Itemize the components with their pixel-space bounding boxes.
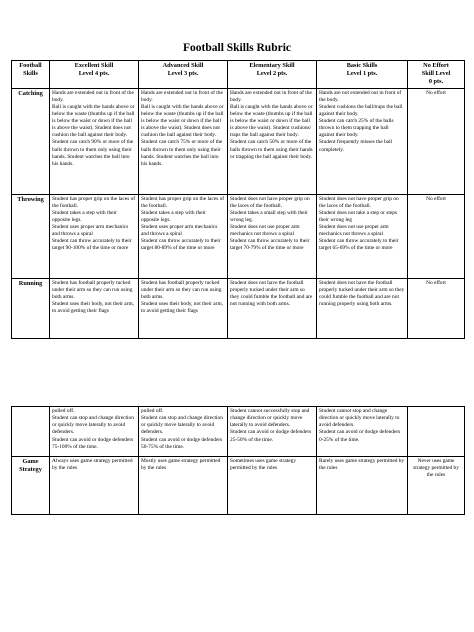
row-running-continued [12, 407, 465, 457]
row-throwing [12, 194, 465, 278]
running-cont-basic: Student cannot stop and change direction or quickly move laterally to avoid defenders. Student can avoid or dodge defenders 0-25% of the time. [317, 407, 408, 457]
running-basic: Student does not have the football properly tucked under their arm so they could fumble the football and are not running properly using both arms. [317, 278, 408, 338]
running-cont-excellent: pulled off. Student can stop and change direction or quickly move laterally to avoid defenders. Student can avoid or dodge defenders 75-100% of the time. [50, 407, 139, 457]
running-cont-skill [12, 407, 50, 457]
game-strategy-excellent: Always uses game strategy permitted by the rules [50, 457, 139, 515]
row-game-strategy [12, 457, 465, 515]
running-cont-advanced: pulled off. Student can stop and change direction or quickly move laterally to avoid defenders. Student can avoid or dodge defenders 50-75% of the time. [139, 407, 228, 457]
skill-throwing: Throwing [12, 194, 50, 278]
throwing-elementary: Student does not have proper grip on the laces of the football. Student takes a small step with their wrong leg. Student does not use proper arm mechanics not throws a spiral Student can throw accurately to their target 70-79% of the time or more [228, 194, 317, 278]
skill-game-strategy: Game Strategy [12, 457, 50, 515]
header-no-effort: No Effort Skill Level 0 pts. [408, 61, 465, 89]
game-strategy-elementary: Sometimes uses game strategy permitted by the rules [228, 457, 317, 515]
throwing-no-effort: No effort [408, 194, 465, 278]
row-catching [12, 88, 465, 194]
catching-advanced: Hands are extended out in front of the body. Ball is caught with the hands above or below the waste (thumbs up if the ball is below the waist or down if the ball is above the waist). Student does not cushion the ball against their body. Student can catch 75% or more of the balls thrown to them only using their hands. Student watches the ball into his hands. [139, 88, 228, 194]
skill-catching: Catching [12, 88, 50, 194]
catching-excellent: Hands are extended out in front of the body. Ball is caught with the hands above or below the waste (thumbs up if the ball is below the waist or down if the ball is above the waist). Student does not cushion the ball against their body. Student can catch 90% or more of the balls thrown to them only using their hands. Student watches the ball into his hands. [50, 88, 139, 194]
header-row [12, 61, 465, 89]
throwing-excellent: Student has proper grip on the laces of the football. Student takes a step with their opposite legs. Student uses proper arm mechanics and throws a spiral Student can throw accurately to their target 90-100% of the time or more [50, 194, 139, 278]
header-excellent: Excellent Skill Level 4 pts. [50, 61, 139, 89]
rubric-table-page2 [11, 406, 465, 515]
catching-basic: Hands are not extended out in front of the body. Student cushions the ball/traps the ball against their body. Student can catch 25% of the balls thrown to them trapping the ball against their body. Student frequently misses the ball completely. [317, 88, 408, 194]
running-advanced: Student has football properly tucked under their arm so they can run using both arms. Student uses their body, not their arm, to avoid getting their flags [139, 278, 228, 338]
running-excellent: Student has football properly tucked under their arm so they can run using both arms. Student uses their body, not their arm, to avoid getting their flags [50, 278, 139, 338]
rubric-table-page1 [11, 60, 465, 339]
header-advanced: Advanced Skill Level 3 pts. [139, 61, 228, 89]
header-elementary: Elementary Skill Level 2 pts. [228, 61, 317, 89]
running-cont-elementary: Student cannot successfully stop and change direction or quickly move laterally to avoid defenders. Student can avoid or dodge defenders 25-50% of the time. [228, 407, 317, 457]
catching-elementary: Hands are extended out in front of the body. Ball is caught with the hands above or below the waste (thumbs up if the ball is below the waist or down if the ball is above the waist). Student cushions/ traps the ball against their body. Student can catch 50% or more of the balls thrown to them using their hands or trapping the ball against their body. [228, 88, 317, 194]
running-cont-no-effort [408, 407, 465, 457]
game-strategy-basic: Rarely uses game strategy permitted by the rules [317, 457, 408, 515]
game-strategy-no-effort: Never uses game strategy permitted by the rules [408, 457, 465, 515]
page-title: Football Skills Rubric [183, 42, 291, 54]
running-no-effort: No effort [408, 278, 465, 338]
header-skills: Football Skills [12, 61, 50, 89]
catching-no-effort: No effort [408, 88, 465, 194]
game-strategy-advanced: Mostly uses game strategy permitted by the rules [139, 457, 228, 515]
throwing-basic: Student does not have proper grip on the laces of the football. Student does not take a step or steps their wrong leg Student does not use proper arm mechanics not throws a spiral Student can throw accurately to their target 65-69% of the time or more [317, 194, 408, 278]
row-running [12, 278, 465, 338]
throwing-advanced: Student has proper grip on the laces of the football. Student takes a step with their opposite legs. Student uses proper arm mechanics and throws a spiral Student can throw accurately to their target 80-89% of the time or more [139, 194, 228, 278]
skill-running: Running [12, 278, 50, 338]
running-elementary: Student does not have the football properly tucked under their arm so they could fumble the football and are not running with both arms. [228, 278, 317, 338]
header-basic: Basic Skills Level 1 pts. [317, 61, 408, 89]
